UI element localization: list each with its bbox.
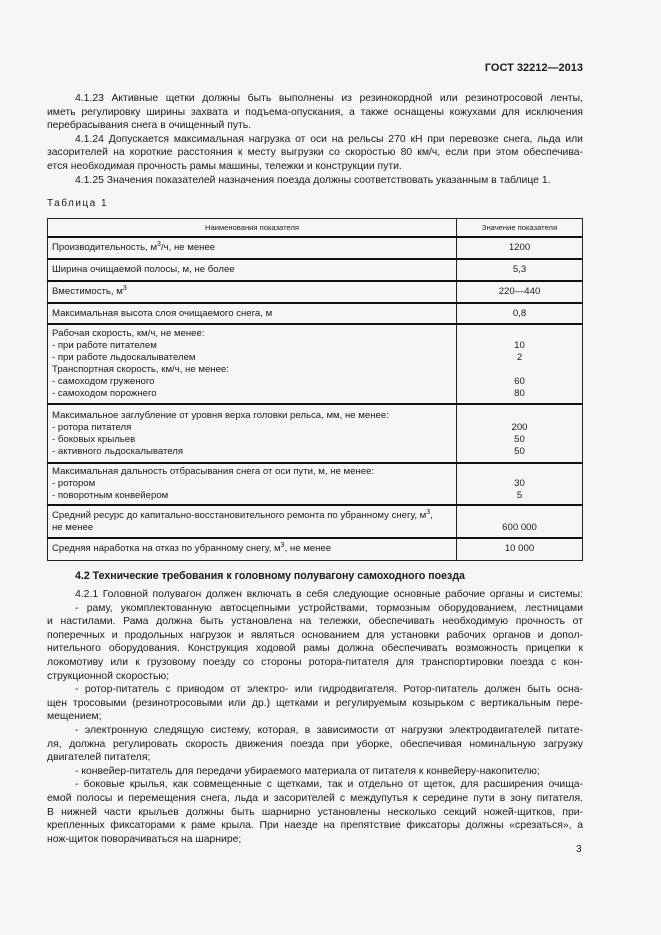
indicator-value: [457, 259, 583, 281]
indicator-value: [457, 281, 583, 303]
label-line: - при работе питателем: [52, 340, 157, 351]
text-line: 4.1.25 Значения показателей назначения поезда должны соответствовать указанным в таблице 1.: [75, 174, 551, 186]
label-line: - активного льдоскалывателя: [52, 445, 184, 457]
value-line: [461, 328, 578, 340]
text-line: поперечных и продольных нагрузок и являться основанием для установки рабочих органов и допол-: [47, 629, 583, 641]
text-line: 4.1.23 Активные щетки должны быть выполнены из резинокордной или резинотросовой ленты,: [75, 93, 583, 104]
table-row: [48, 281, 583, 303]
label-line: - поворотным конвейером: [52, 490, 169, 501]
value-line: 2: [516, 352, 523, 363]
label-line: - самоходом порожнего: [52, 388, 157, 399]
label-line: - боковых крыльев: [52, 433, 136, 445]
value-line: 10 000: [504, 543, 535, 555]
label-line: - самоходом груженого: [52, 376, 155, 387]
value-line: 10: [514, 340, 525, 351]
text-line: В нижней части крыльев должны быть шарнирно установлены несколько секций ножей-щитков, при-: [47, 806, 583, 818]
text-line: 4.2.1 Головной полувагон должен включать в себя следующие основные рабочие органы и системы:: [75, 589, 583, 600]
label-line: Ширина очищаемой полосы, м, не более: [52, 264, 235, 275]
indicator-name: [48, 303, 457, 324]
value-line: [461, 364, 578, 376]
label-line: Вместимость, $м^3$: [52, 284, 127, 297]
label-line: не менее: [52, 521, 94, 533]
indicator-value: [457, 463, 583, 505]
indicator-name: [48, 324, 457, 404]
value-line: 220—440: [498, 286, 541, 297]
text-line: ля, должна регулировать скорость движения поезда при уборке, обеспечивая номинальную загрузку: [47, 738, 583, 750]
text-line: локомотиву или к грузовому поезду со стороны ротора-питателя для транспортировки поезда с кон-: [47, 657, 583, 668]
text-line: нож-щиток поворачиваться на шарнире;: [47, 833, 242, 845]
text-line: и настилами. Рама должна быть установлена на тележки, обеспечивать необходимую прочность от: [47, 616, 583, 628]
text-line: - ротор-питатель с приводом от электро- или гидродвигателя. Ротор-питатель должен быть осна-: [75, 684, 583, 696]
text-line: - электронную следящую систему, которая, в зависимости от нагрузки электродвигателей питате-: [75, 725, 583, 736]
text-line: перебрасывания снега в очищенный путь.: [47, 120, 252, 132]
table-row: [48, 303, 583, 324]
label-line: Максимальная высота слоя очищаемого снега, м: [52, 307, 273, 319]
indicator-name: [48, 505, 457, 538]
value-line: 50: [514, 445, 525, 457]
value-line: 30: [514, 478, 525, 489]
table-caption: Таблица 1: [47, 198, 109, 209]
label-line: - при работе льдоскалывателем: [52, 352, 196, 363]
indicators-table: [47, 218, 583, 561]
table-row: [48, 505, 583, 538]
indicator-value: [457, 237, 583, 259]
value-line: 60: [514, 376, 525, 387]
text-line: щен тросовыми (резинотросовыми или др.) щетками и регулируемым козырьком с вертикальным пере-: [47, 697, 583, 709]
value-line: 5,3: [512, 264, 527, 275]
value-line: 50: [514, 433, 525, 445]
text-line: двигателей питателя;: [47, 752, 151, 764]
label-line: Максимальная дальность отбрасывания снега от оси пути, м, не менее:: [52, 466, 375, 477]
text-line: - раму, укомплектованную автосцепными устройствами, тормозным оборудованием, лестницами: [75, 602, 583, 614]
text-line: струкционной скоростью;: [47, 670, 170, 682]
label-line: Максимальное заглубление от уровня верха головки рельса, мм, не менее:: [52, 409, 389, 421]
indicator-value: [457, 505, 583, 538]
table-row: [48, 237, 583, 259]
indicator-value: [457, 538, 583, 560]
table-row: [48, 463, 583, 505]
label-line: - ротора питателя: [52, 421, 132, 433]
text-line: - конвейер-питатель для передачи убираемого материала от питателя к конвейеру-накопителю;: [75, 765, 540, 777]
value-line: 5: [516, 490, 523, 501]
indicator-name: [48, 404, 457, 463]
indicator-name: [48, 237, 457, 259]
label-line: Рабочая скорость, км/ч, не менее:: [52, 328, 205, 339]
label-line: Средний ресурс до капитально-восстановительного ремонта по убранному снегу, $м^3$,: [52, 508, 433, 521]
indicator-name: [48, 463, 457, 505]
text-line: крепленных фиксаторами к раме крыла. При наезде на препятствие фиксаторы должны «срезаться», а: [47, 820, 583, 832]
indicator-value: [457, 324, 583, 404]
text-line: - боковые крылья, как совмещенные с щетками, так и отдельно от щеток, для расширения очища-: [75, 779, 583, 791]
indicator-value: [457, 404, 583, 463]
label-line: - ротором: [52, 478, 96, 489]
value-line: [461, 510, 578, 522]
value-line: 200: [511, 421, 528, 433]
table-row: [48, 538, 583, 560]
indicator-name: [48, 538, 457, 560]
column-header-name: Наименования показателя: [48, 219, 457, 238]
indicator-name: [48, 281, 457, 303]
page-number: 3: [576, 844, 582, 855]
text-line: 4.1.24 Допускается максимальная нагрузка от оси на рельсы 270 кН при перевозке снега, льда или: [75, 133, 583, 145]
text-line: емой полосы и перемещения снега, льда и засорителей с междупутья к середине пути в зону питателя.: [47, 793, 583, 804]
value-line: 1200: [508, 242, 531, 253]
table-row: [48, 404, 583, 463]
table-row: [48, 259, 583, 281]
column-header-value: Значение показателя: [457, 219, 583, 238]
label-line: Транспортная скорость, км/ч, не менее:: [52, 364, 229, 375]
value-line: [461, 410, 578, 422]
text-line: мещением;: [47, 711, 102, 723]
indicator-value: [457, 303, 583, 324]
label-line: Производительность, $м^3/ч$, не менее: [52, 240, 216, 253]
text-line: иметь регулировку ширины захвата и подъема-опускания, а также оснащены кожухами для исключения: [47, 106, 583, 118]
section-heading: 4.2 Технические требования к головному полувагону самоходного поезда: [75, 570, 465, 582]
text-line: нительного оборудования. Конструкция ходовой рамы должна обеспечивать возможность прицепки к: [47, 643, 583, 655]
table-row: [48, 324, 583, 404]
label-line: Средняя наработка на отказ по убранному снегу, $м^3$, не менее: [52, 542, 332, 555]
text-line: засорителей на короткие расстояния к месту выгрузки со скоростью 80 км/ч, если при этом обеспечива-: [47, 147, 583, 159]
value-line: [461, 466, 578, 478]
value-line: 600 000: [502, 521, 537, 533]
document-standard-number: ГОСТ 32212—2013: [484, 62, 583, 74]
text-line: ется необходимая прочность рамы машины, тележки и конструкции пути.: [47, 161, 402, 172]
value-line: 80: [514, 388, 525, 399]
value-line: 0,8: [512, 307, 527, 319]
indicator-name: [48, 259, 457, 281]
